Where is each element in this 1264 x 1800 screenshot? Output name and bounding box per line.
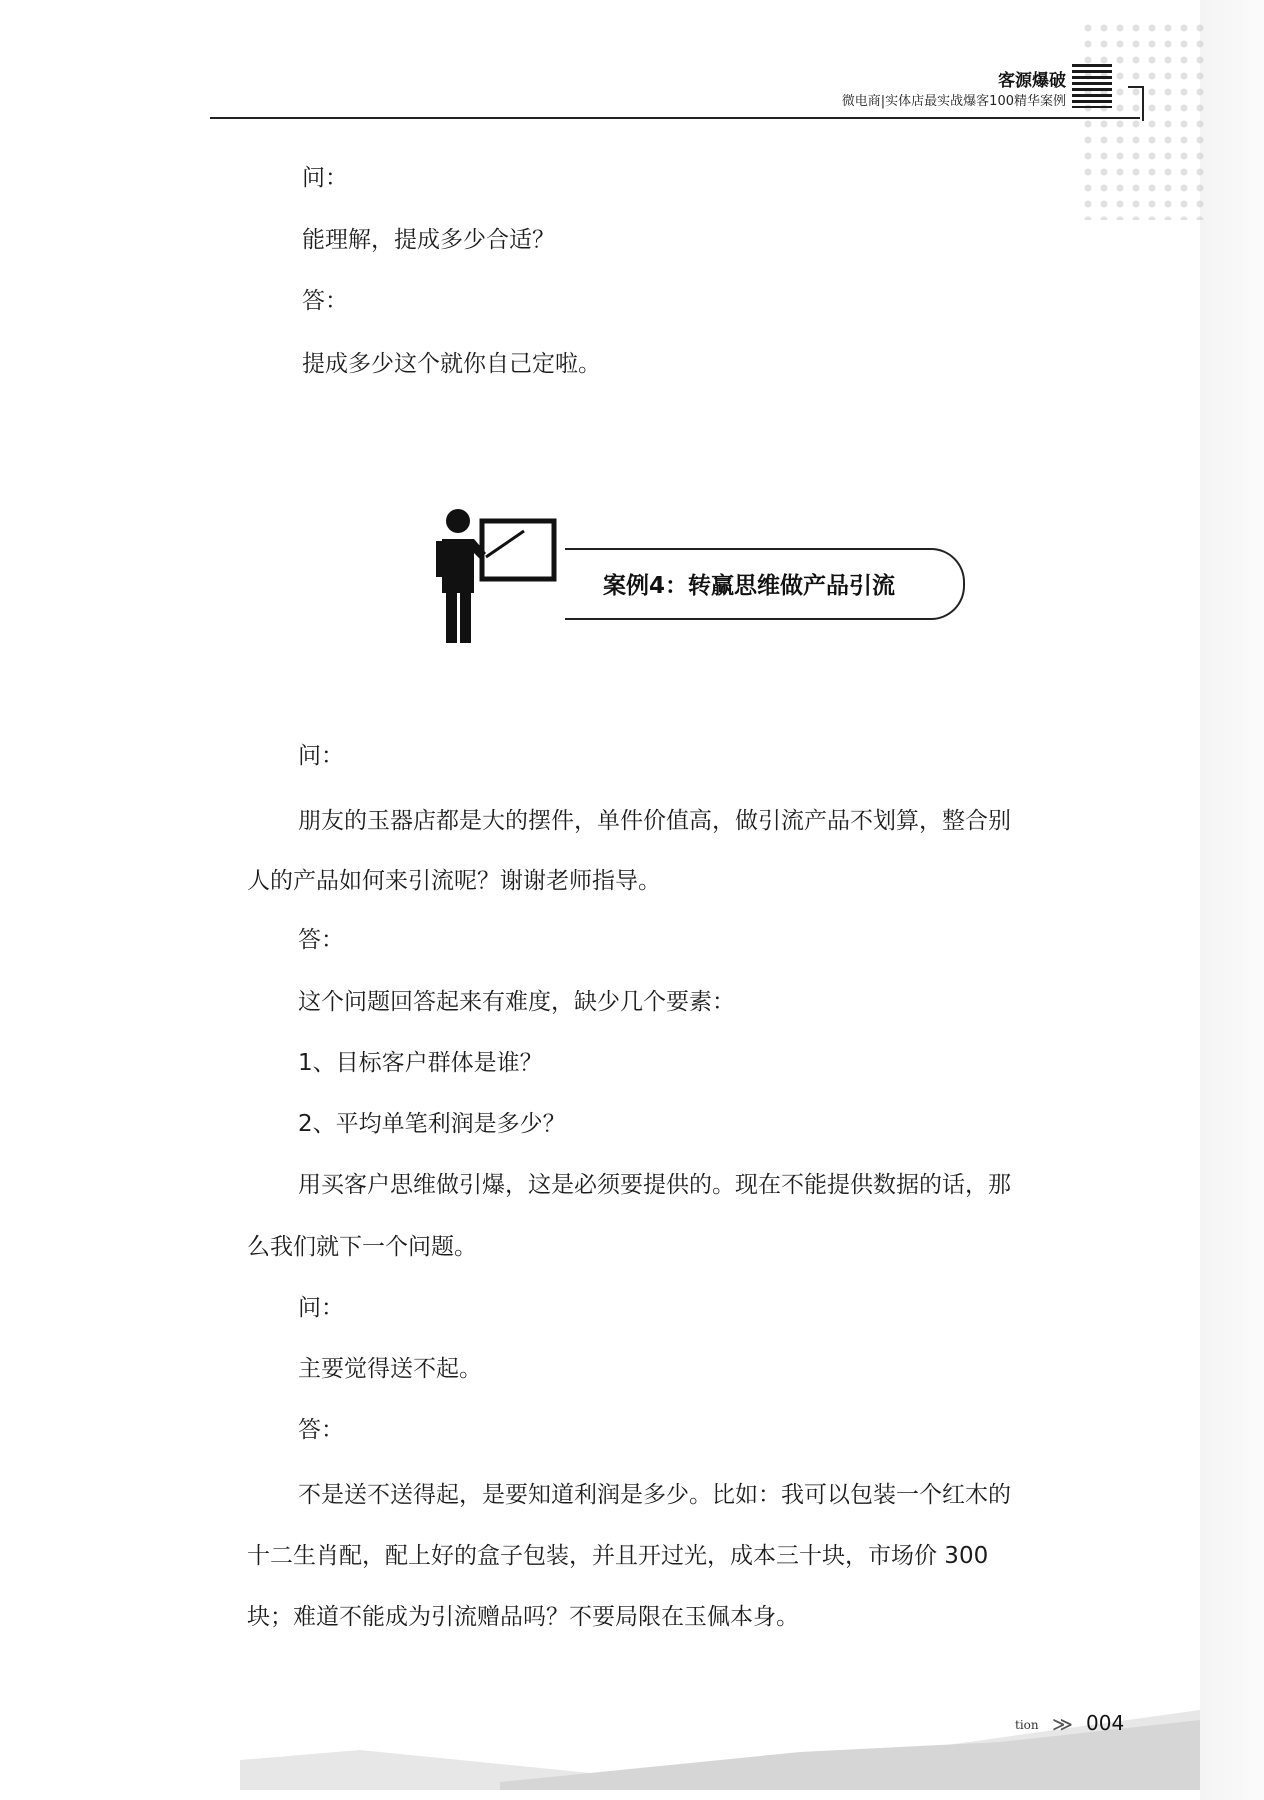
paragraph-line: 主要觉得送不起。 <box>298 1356 482 1382</box>
book-subtitle: 微电商|实体店最实战爆客100精华案例 <box>841 94 1066 109</box>
paragraph-line: 人的产品如何来引流呢？谢谢老师指导。 <box>247 868 661 894</box>
footer-swoosh-decoration <box>240 1690 1200 1790</box>
paragraph-line: 朋友的玉器店都是大的摆件，单件价值高，做引流产品不划算，整合别 <box>298 808 1011 834</box>
question-label: 问： <box>298 743 344 769</box>
book-title: 客源爆破 <box>998 71 1066 91</box>
paragraph-line: 块；难道不能成为引流赠品吗？不要局限在玉佩本身。 <box>247 1604 799 1630</box>
paragraph-line: 不是送不送得起，是要知道利润是多少。比如：我可以包装一个红木的 <box>298 1482 1011 1508</box>
answer-text: 提成多少这个就你自己定啦。 <box>302 351 601 377</box>
double-arrow-icon: ≫ <box>1052 1712 1073 1736</box>
list-item: 1、目标客户群体是谁？ <box>298 1050 543 1076</box>
answer-label: 答： <box>302 288 348 314</box>
question-label: 问： <box>302 165 348 191</box>
footer-tag: tion <box>1015 1718 1039 1732</box>
dot-pattern-decoration <box>1080 20 1210 220</box>
paragraph-line: 么我们就下一个问题。 <box>247 1234 477 1260</box>
teacher-presentation-icon <box>420 505 560 645</box>
answer-label: 答： <box>298 1417 344 1443</box>
question-text: 能理解，提成多少合适？ <box>302 227 555 253</box>
case-title: 案例4：转赢思维做产品引流 <box>603 573 896 599</box>
list-item: 2、平均单笔利润是多少？ <box>298 1111 566 1137</box>
header-rule <box>210 117 1140 119</box>
paragraph-line: 十二生肖配，配上好的盒子包装，并且开过光，成本三十块，市场价 300 <box>247 1543 989 1569</box>
paragraph-line: 用买客户思维做引爆，这是必须要提供的。现在不能提供数据的话，那 <box>298 1172 1011 1198</box>
paragraph-line: 这个问题回答起来有难度，缺少几个要素： <box>298 989 735 1015</box>
page-edge-shade <box>1200 0 1264 1800</box>
page-number: 004 <box>1086 1711 1125 1735</box>
answer-label: 答： <box>298 927 344 953</box>
header-lines-icon <box>1072 64 1112 108</box>
question-label: 问： <box>298 1295 344 1321</box>
header-bracket <box>1128 86 1144 121</box>
